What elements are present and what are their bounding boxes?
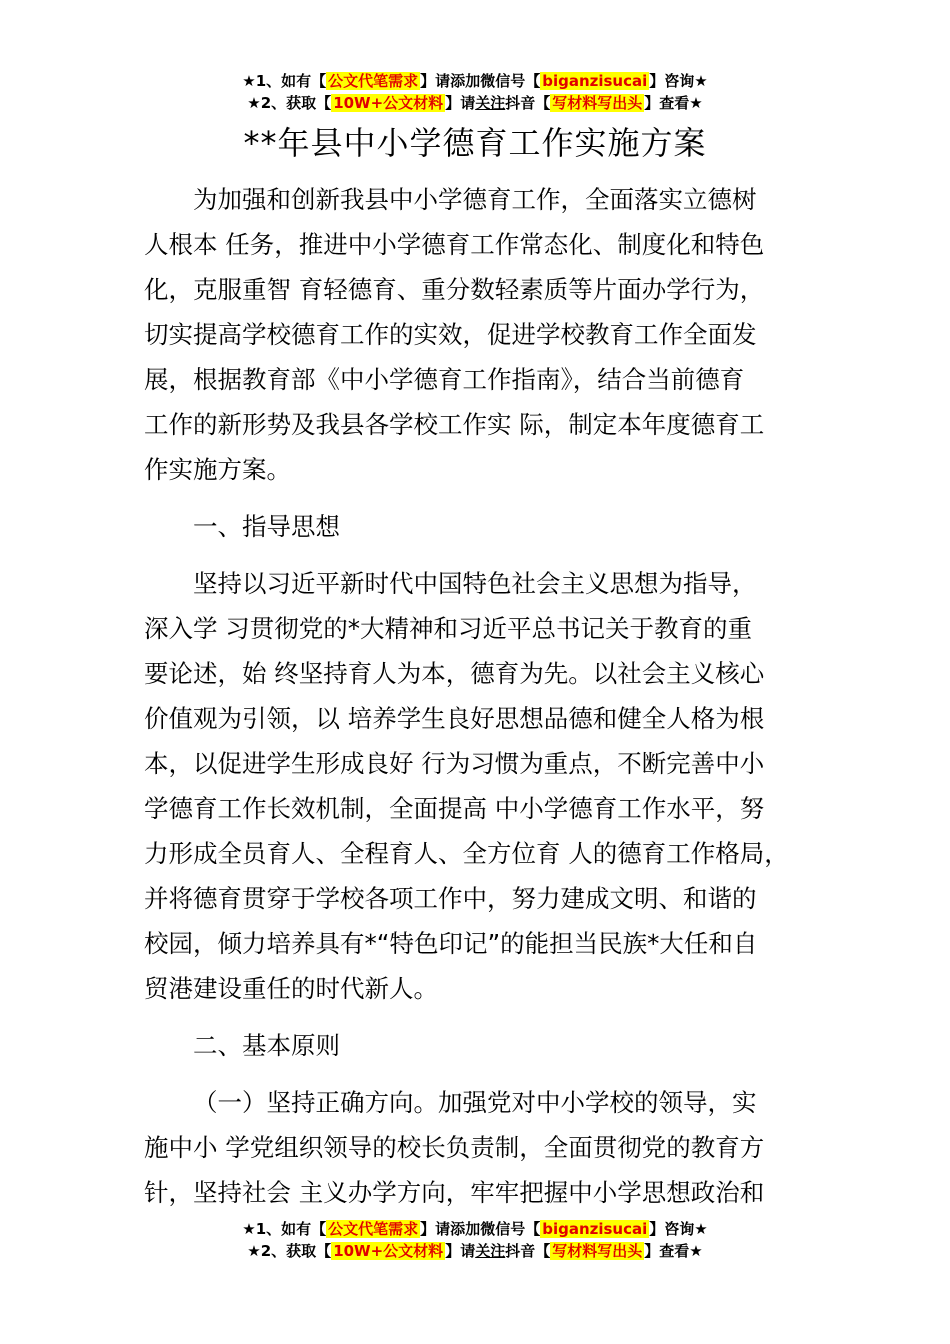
promo-text: 】咨询★: [649, 72, 708, 90]
text-line: 贸港建设重任的时代新人。: [144, 974, 438, 1003]
promo-line-2: [0, 1240, 950, 1262]
promo-highlight: 10W+公文材料: [333, 94, 444, 112]
promo-highlight: 写材料写出头: [552, 1242, 643, 1260]
promo-text: 加: [465, 72, 481, 90]
promo-text: 关注: [475, 1242, 506, 1260]
text-line: 施中小 学党组织领导的校长负责制，全面贯彻党的教育方: [144, 1133, 765, 1162]
text-line: 切实提高学校德育工作的实效，促进学校教育工作全面发: [144, 320, 757, 349]
text-line: 价值观为引领，以 培养学生良好思想品德和健全人格为根: [144, 704, 765, 733]
promo-text: 】请添: [420, 72, 466, 90]
text-line: 为加强和创新我县中小学德育工作，全面落实立德树: [193, 185, 757, 214]
promo-text: 加: [465, 1220, 481, 1238]
text-line: 学德育工作长效机制，全面提高 中小学德育工作水平，努: [144, 794, 765, 823]
bottom-promo-banner: [0, 1218, 950, 1262]
section-heading-2: [144, 1023, 834, 1068]
text-line: 针，坚持社会 主义办学方向，牢牢把握中小学思想政治和: [144, 1178, 765, 1207]
promo-text: ★2、获取【: [247, 1242, 332, 1260]
text-line: 展，根据教育部《中小学德育工作指南》，结合当前德育: [144, 365, 745, 394]
text-line: 力形成全员育人、全程育人、全方位育 人的德育工作格局，: [144, 839, 789, 868]
promo-highlight: 公文代笔需求: [328, 72, 419, 90]
promo-text: 】查看★: [644, 94, 703, 112]
promo-text: 】查看★: [644, 1242, 703, 1260]
intro-paragraph: [144, 177, 834, 492]
promo-text: 微信号【: [480, 1220, 541, 1238]
promo-text: 微信号【: [480, 72, 541, 90]
document-body: [144, 177, 834, 1215]
promo-highlight: biganzisucai: [542, 1220, 648, 1238]
text-line: （一）坚持正确方向。加强党对中小学校的领导，实: [193, 1088, 757, 1117]
promo-text: 】请: [445, 1242, 476, 1260]
promo-highlight: 10W+公文材料: [333, 1242, 444, 1260]
promo-line-1: [0, 70, 950, 92]
text-line: 作实施方案。: [144, 455, 291, 484]
promo-highlight: 写材料写出头: [552, 94, 643, 112]
text-line: 人根本 任务，推进中小学德育工作常态化、制度化和特色: [144, 230, 765, 259]
promo-highlight: biganzisucai: [542, 72, 648, 90]
text-line: 坚持以习近平新时代中国特色社会主义思想为指导，: [193, 569, 757, 598]
principle-paragraph: [144, 1080, 834, 1215]
promo-highlight: 公文代笔需求: [328, 1220, 419, 1238]
promo-text: 关注: [475, 94, 506, 112]
text-line: 要论述，始 终坚持育人为本，德育为先。以社会主义核心: [144, 659, 765, 688]
section-heading-1: [144, 504, 834, 549]
promo-line-2: [0, 92, 950, 114]
promo-text: ★2、获取【: [247, 94, 332, 112]
text-line: 深入学 习贯彻党的*大精神和习近平总书记关于教育的重: [144, 614, 753, 643]
heading-text: 二、基本原则: [193, 1031, 340, 1060]
text-line: 工作的新形势及我县各学校工作实 际，制定本年度德育工: [144, 410, 765, 439]
promo-line-1: [0, 1218, 950, 1240]
promo-text: 抖音【: [505, 1242, 551, 1260]
top-promo-banner: [0, 70, 950, 114]
text-line: 校园，倾力培养具有*“特色印记”的能担当民族*大任和自: [144, 929, 758, 958]
promo-text: ★1、如有【: [242, 72, 327, 90]
text-line: 本，以促进学生形成良好 行为习惯为重点，不断完善中小: [144, 749, 765, 778]
text-line: 并将德育贯穿于学校各项工作中，努力建成文明、和谐的: [144, 884, 757, 913]
guiding-paragraph: [144, 561, 834, 1011]
heading-text: 一、指导思想: [193, 512, 340, 541]
promo-text: 】请: [445, 94, 476, 112]
promo-text: 抖音【: [505, 94, 551, 112]
document-title: **年县中小学德育工作实施方案: [243, 124, 707, 162]
promo-text: 】咨询★: [649, 1220, 708, 1238]
promo-text: ★1、如有【: [242, 1220, 327, 1238]
text-line: 化，克服重智 育轻德育、重分数轻素质等片面办学行为，: [144, 275, 765, 304]
promo-text: 】请添: [420, 1220, 466, 1238]
